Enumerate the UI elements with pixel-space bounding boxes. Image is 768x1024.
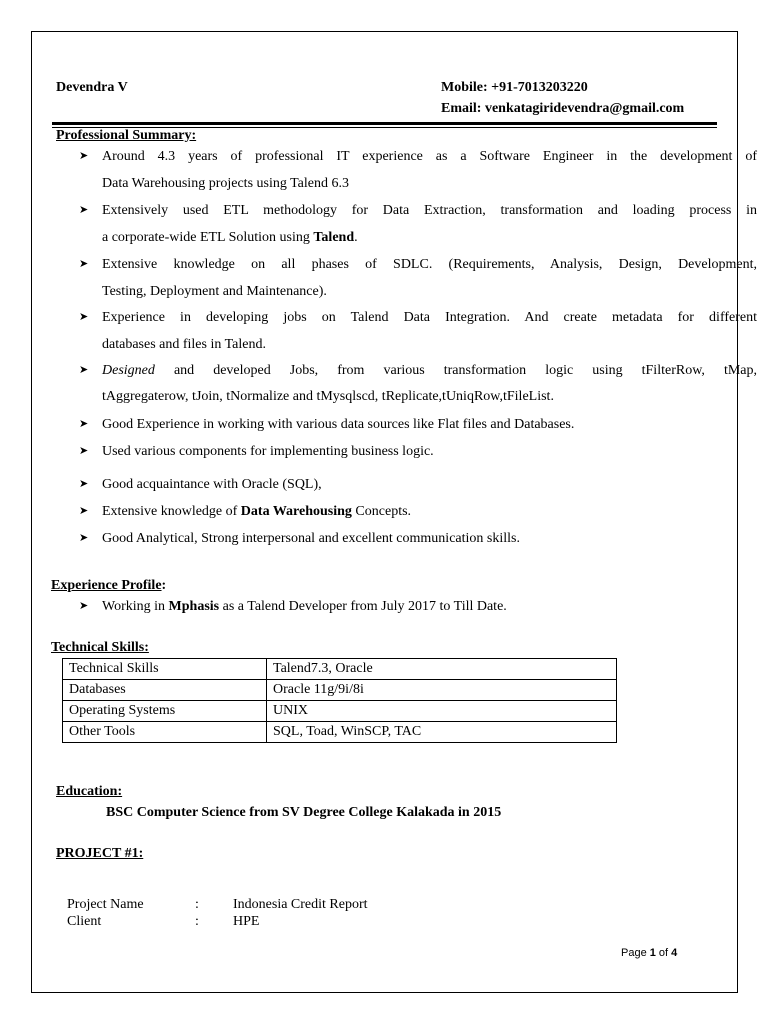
arrow-bullet-icon: ➤: [79, 505, 89, 517]
client-value: HPE: [233, 914, 260, 929]
arrow-bullet-icon: ➤: [79, 364, 89, 376]
table-cell: Operating Systems: [63, 701, 267, 722]
table-cell: Other Tools: [63, 722, 267, 743]
bullet-line: Good Analytical, Strong interpersonal and excellent communication skills.: [102, 531, 520, 546]
page-number: Page 1 of 4: [621, 947, 678, 959]
skills-heading: Technical Skills:: [51, 640, 149, 655]
mobile-number: Mobile: +91-7013203220: [441, 80, 588, 95]
table-row: [63, 722, 617, 743]
table-cell: Technical Skills: [63, 659, 267, 680]
skills-table: [62, 658, 617, 743]
table-row: [63, 701, 617, 722]
table-cell: SQL, Toad, WinSCP, TAC: [267, 722, 617, 743]
client-separator: :: [195, 914, 199, 929]
project-name-value: Indonesia Credit Report: [233, 897, 368, 912]
bullet-line: tAggregaterow, tJoin, tNormalize and tMysqlscd, tReplicate,tUniqRow,tFileList.: [102, 389, 554, 404]
arrow-bullet-icon: ➤: [79, 150, 89, 162]
arrow-bullet-icon: ➤: [79, 418, 89, 430]
bullet-line: Used various components for implementing business logic.: [102, 444, 434, 459]
bullet-line: Extensively used ETL methodology for Data Extraction, transformation and loading process in: [102, 203, 757, 218]
bullet-line: Extensive knowledge on all phases of SDLC. (Requirements, Analysis, Design, Development,: [102, 257, 757, 272]
bullet-line: Extensive knowledge of Data Warehousing Concepts.: [102, 504, 412, 519]
summary-heading: Professional Summary:: [56, 128, 197, 143]
bullet-line: Designed and developed Jobs, from various transformation logic using tFilterRow, tMap,: [102, 363, 757, 378]
arrow-bullet-icon: ➤: [79, 311, 89, 323]
bullet-line: Experience in developing jobs on Talend Data Integration. And create metadata for different: [102, 310, 757, 325]
arrow-bullet-icon: ➤: [79, 445, 89, 457]
arrow-bullet-icon: ➤: [79, 600, 89, 612]
arrow-bullet-icon: ➤: [79, 532, 89, 544]
bullet-line: Working in Mphasis as a Talend Developer from July 2017 to Till Date.: [102, 599, 507, 614]
table-row: [63, 680, 617, 701]
education-heading: Education:: [56, 784, 123, 799]
bullet-line: databases and files in Talend.: [102, 337, 266, 352]
table-cell: Databases: [63, 680, 267, 701]
table-cell: UNIX: [267, 701, 617, 722]
arrow-bullet-icon: ➤: [79, 478, 89, 490]
arrow-bullet-icon: ➤: [79, 258, 89, 270]
bullet-line: Good acquaintance with Oracle (SQL),: [102, 477, 322, 492]
bullet-line: Around 4.3 years of professional IT experience as a Software Engineer in the development of: [102, 149, 757, 164]
bullet-line: a corporate-wide ETL Solution using Talend.: [102, 230, 358, 245]
table-cell: Oracle 11g/9i/8i: [267, 680, 617, 701]
project-name-label: Project Name: [67, 897, 144, 912]
table-cell: Talend7.3, Oracle: [267, 659, 617, 680]
bullet-line: Good Experience in working with various data sources like Flat files and Databases.: [102, 417, 575, 432]
header-rule-thick: [52, 122, 717, 125]
bullet-line: Testing, Deployment and Maintenance).: [102, 284, 327, 299]
client-label: Client: [67, 914, 102, 929]
arrow-bullet-icon: ➤: [79, 204, 89, 216]
project-name-separator: :: [195, 897, 199, 912]
project-heading: PROJECT #1:: [56, 846, 144, 861]
experience-heading: Experience Profile:: [51, 578, 167, 593]
email-address: Email: venkatagiridevendra@gmail.com: [441, 101, 685, 116]
education-text: BSC Computer Science from SV Degree College Kalakada in 2015: [106, 805, 502, 820]
candidate-name: Devendra V: [56, 80, 128, 95]
bullet-line: Data Warehousing projects using Talend 6.3: [102, 176, 349, 191]
table-row: [63, 659, 617, 680]
